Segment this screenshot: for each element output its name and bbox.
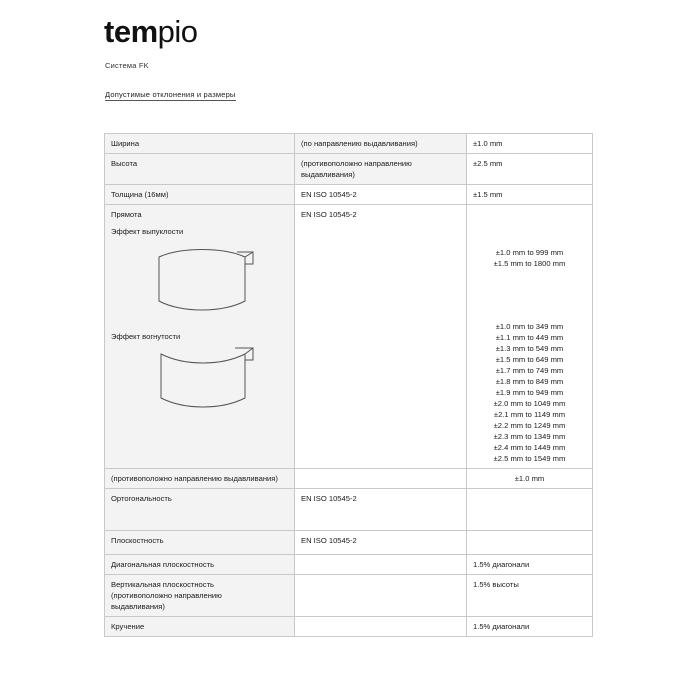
row-value: ±2.4 mm to 1449 mm (493, 443, 566, 452)
table-row (105, 531, 593, 555)
row-value: ±1.5 mm (467, 185, 593, 205)
concave-figure (111, 346, 288, 418)
row-value: 1.5% высоты (467, 575, 593, 617)
row-value: ±2.1 mm to 1149 mm (493, 410, 566, 419)
row-value: ±1.8 mm to 849 mm (495, 377, 564, 386)
row-label: Ширина (105, 134, 295, 154)
table-row (105, 617, 593, 637)
row-value (467, 531, 593, 555)
row-label-convex: Эффект выпуклости (111, 227, 184, 236)
row-label: Толщина (16мм) (105, 185, 295, 205)
row-standard (295, 555, 467, 575)
row-value: ±2.0 mm to 1049 mm (493, 399, 566, 408)
concave-shape-icon (151, 346, 256, 416)
table-row (105, 154, 593, 185)
brand-logo-bold: tem (104, 14, 158, 49)
row-value: ±2.3 mm to 1349 mm (493, 432, 566, 441)
row-value: 1.5% диагонали (467, 555, 593, 575)
row-value: ±1.0 mm (467, 469, 593, 489)
row-label: Кручение (105, 617, 295, 637)
table-row-straightness (105, 205, 593, 469)
table-row (105, 469, 593, 489)
row-standard: EN ISO 10545-2 (295, 205, 467, 469)
row-label: Плоскостность (105, 531, 295, 555)
convex-figure (111, 243, 288, 325)
row-standard (295, 469, 467, 489)
row-value: ±1.0 mm (467, 134, 593, 154)
row-standard: EN ISO 10545-2 (295, 185, 467, 205)
row-label-concave: Эффект вогнутости (111, 332, 181, 341)
row-label: Прямота (111, 210, 142, 219)
row-standard: EN ISO 10545-2 (295, 531, 467, 555)
row-value: ±1.3 mm to 549 mm (495, 344, 564, 353)
tolerances-table (104, 133, 593, 637)
row-value: ±1.0 mm to 349 mm (495, 322, 564, 331)
row-value: 1.5% диагонали (467, 617, 593, 637)
table-row (105, 575, 593, 617)
row-value: ±2.2 mm to 1249 mm (493, 421, 566, 430)
row-label: Ортогональность (105, 489, 295, 531)
section-title: Допустимые отклонения и размеры (105, 90, 236, 99)
row-label-straightness (105, 205, 295, 469)
row-value: ±1.0 mm to 999 mm (495, 248, 564, 257)
row-value: ±1.5 mm to 1800 mm (493, 259, 566, 268)
row-standard: EN ISO 10545-2 (295, 489, 467, 531)
row-label-line2: (противоположно направлению (111, 591, 222, 600)
row-value: ±2.5 mm to 1549 mm (493, 454, 566, 463)
row-label: (противоположно направлению выдавливания) (105, 469, 295, 489)
row-label: Вертикальная плоскостность (111, 580, 215, 589)
convex-shape-icon (151, 243, 256, 323)
brand-logo-light: pio (157, 14, 198, 49)
row-label: Высота (105, 154, 295, 185)
row-standard: (противоположно направлению выдавливания) (295, 154, 467, 185)
brand-logo (104, 14, 198, 50)
row-standard: (по направлению выдавливания) (295, 134, 467, 154)
table-row (105, 134, 593, 154)
row-value (467, 489, 593, 531)
row-values-straightness (467, 205, 593, 469)
row-label-vertical-flatness (105, 575, 295, 617)
row-label-line3: выдавливания) (111, 602, 165, 611)
table-row (105, 489, 593, 531)
row-label: Диагональная плоскостность (105, 555, 295, 575)
row-value: ±2.5 mm (467, 154, 593, 185)
row-standard (295, 575, 467, 617)
row-value: ±1.1 mm to 449 mm (495, 333, 564, 342)
table-row (105, 185, 593, 205)
row-value: ±1.7 mm to 749 mm (495, 366, 564, 375)
system-subtitle: Система FK (105, 61, 149, 70)
table-row (105, 555, 593, 575)
row-value: ±1.5 mm to 649 mm (495, 355, 564, 364)
row-value: ±1.9 mm to 949 mm (495, 388, 564, 397)
row-standard (295, 617, 467, 637)
